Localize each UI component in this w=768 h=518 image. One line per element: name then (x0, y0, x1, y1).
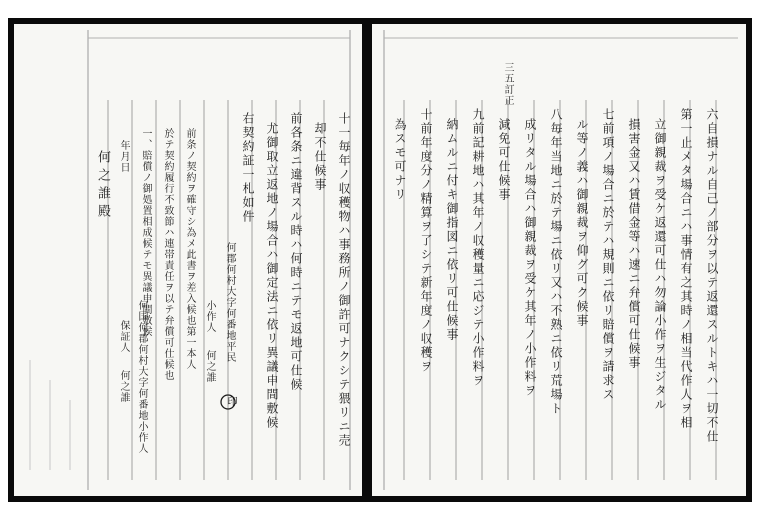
promise-line: 於テ契約履行不致節ハ連帯責任ヲ以テ弁償可仕候也 (162, 128, 173, 381)
article-line: 損害金又ハ賃借金等ハ速ニ弁償可仕候事 (627, 118, 641, 370)
article-line: 尤御取立返地ノ場合ハ御定法ニ依リ異議申間敷候 (265, 122, 279, 430)
article-line: 八毎年当地ニ於テ場ニ依リ又ハ不熟ニ依リ荒場ト (549, 108, 563, 416)
article-line: 前各条ニ違背スル時ハ何時ニテモ返地可仕候 (289, 112, 303, 392)
seal-char: 印 (225, 396, 236, 407)
tenant-name: 何之誰 (204, 350, 215, 383)
article-line: 納ムルニ付キ御指図ニ依リ可仕候事 (445, 118, 459, 342)
article-line: 成リタル場合ハ御親裁ヲ受ケ其年ノ小作料ヲ (523, 118, 537, 398)
article-line: ル等ノ義ハ御親裁ヲ仰グ可ク候事 (575, 118, 589, 328)
duties-line: 一、賠償ノ御処置相成候テモ異議申間敷候 (140, 128, 151, 337)
address-line: 何郡何村大字何番地平民 (224, 242, 235, 363)
guarantor-name: 何之誰 (118, 370, 129, 403)
contract-closing: 右契約証一札如件 (241, 112, 255, 224)
pledge-line: 前条ノ契約ヲ確守シ為メ此書ヲ差入候也第一本人 (184, 128, 195, 370)
article-line: 六自損ナル自己ノ部分ヲ以テ返還スルトキハ一切不仕 (705, 108, 719, 444)
article-line: 減免可仕候事 (497, 118, 511, 202)
gutter (362, 18, 372, 502)
date-line: 年月日 (118, 140, 129, 173)
article-line: 立御親裁ヲ受ケ返還可仕ハ勿論小作ヲ生ジタル (653, 118, 667, 412)
guarantor-address: 何国何郡何村大字何番地小作人 (136, 300, 147, 454)
article-line: 却不仕候事 (313, 122, 327, 192)
tenant-label: 小作人 (204, 300, 215, 333)
article-line: 第一止メタ場合ニハ事情有之其時ノ相当代作人ヲ相 (679, 108, 693, 430)
article-line: 七前項ノ場合ニ於テハ規則ニ依リ賠償ヲ請求ス (601, 108, 615, 402)
page-number: 三五訂正 (502, 62, 513, 106)
addressee: 何之誰殿 (95, 150, 110, 222)
article-line: 九前記耕地ハ其年ノ収穫量ニ応ジテ小作料ヲ (471, 108, 485, 388)
guarantor-label: 保証人 (118, 320, 129, 353)
article-line: 十前年度分ノ精算ヲ了シテ新年度ノ収穫ヲ (419, 108, 433, 374)
article-line: 為スモ可ナリ (393, 118, 407, 202)
article-line: 十一毎年ノ収穫物ハ事務所ノ御許可ナクシテ猥リニ売 (337, 112, 351, 448)
